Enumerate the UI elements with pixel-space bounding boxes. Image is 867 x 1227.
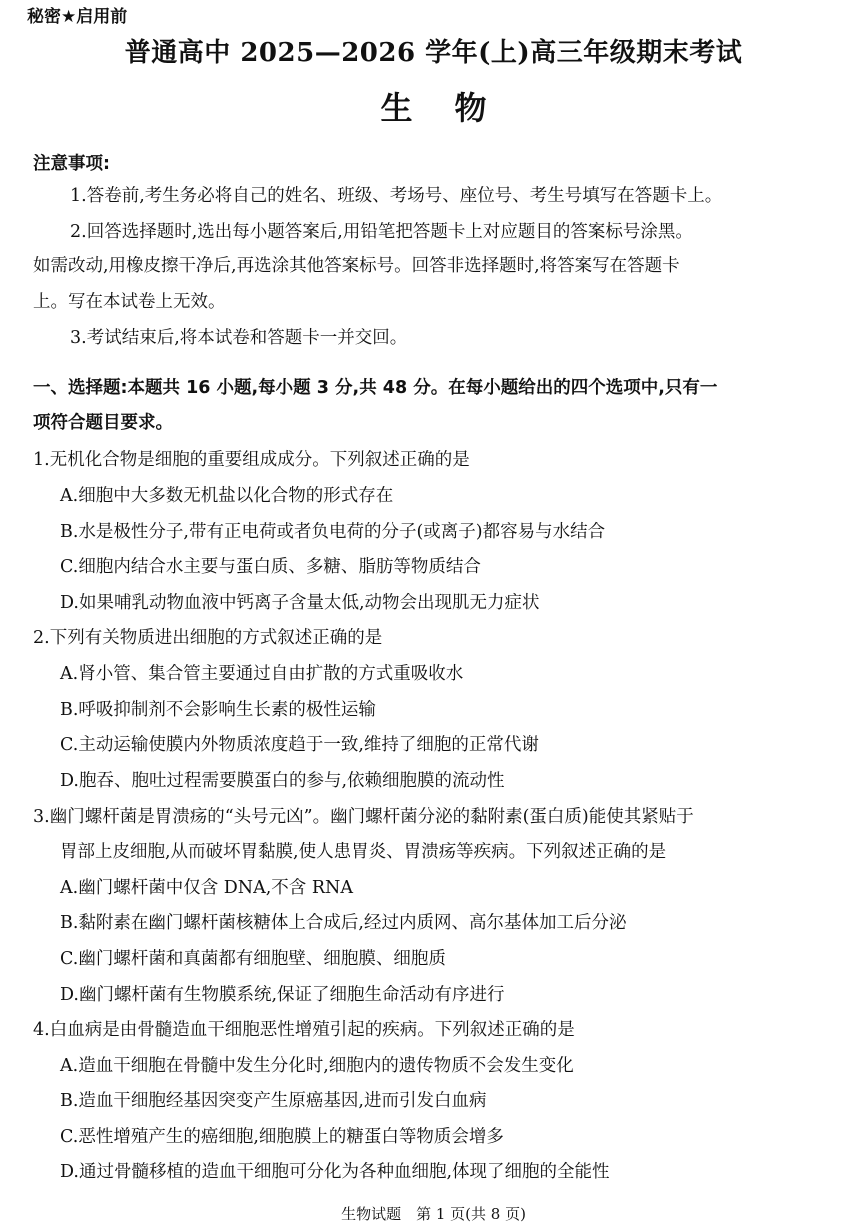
page-footer: 生物试题 第 1 页(共 8 页) (341, 1205, 526, 1223)
q2-stem: 2.下列有关物质进出细胞的方式叙述正确的是 (33, 628, 383, 648)
q3-option-d: D.幽门螺杆菌有生物膜系统,保证了细胞生命活动有序进行 (60, 985, 505, 1005)
q4-stem: 4.白血病是由骨髓造血干细胞恶性增殖引起的疾病。下列叙述正确的是 (33, 1020, 575, 1040)
secret-mark: 秘密★启用前 (27, 7, 128, 27)
q4-option-a: A.造血干细胞在骨髓中发生分化时,细胞内的遗传物质不会发生变化 (60, 1056, 574, 1076)
q4-option-c: C.恶性增殖产生的癌细胞,细胞膜上的糖蛋白等物质会增多 (60, 1127, 504, 1147)
subject-title: 生物 (380, 89, 529, 127)
exam-title: 普通高中 2025—2026 学年(上)高三年级期末考试 (124, 38, 743, 68)
q3-stem-line-1: 3.幽门螺杆菌是胃溃疡的“头号元凶”。幽门螺杆菌分泌的黏附素(蛋白质)能使其紧贴于 (33, 807, 694, 827)
q3-option-a: A.幽门螺杆菌中仅含 DNA,不含 RNA (60, 878, 353, 898)
q3-option-c: C.幽门螺杆菌和真菌都有细胞壁、细胞膜、细胞质 (60, 949, 446, 969)
q1-option-b: B.水是极性分子,带有正电荷或者负电荷的分子(或离子)都容易与水结合 (60, 522, 606, 542)
q1-stem: 1.无机化合物是细胞的重要组成成分。下列叙述正确的是 (33, 450, 470, 470)
section-heading-line-1: 一、选择题:本题共 16 小题,每小题 3 分,共 48 分。在每小题给出的四个选项中,只有一 (33, 378, 718, 398)
q3-option-b: B.黏附素在幽门螺杆菌核糖体上合成后,经过内质网、高尔基体加工后分泌 (60, 913, 627, 933)
section-heading-line-2: 项符合题目要求。 (33, 413, 173, 433)
notice-item-1: 1.答卷前,考生务必将自己的姓名、班级、考场号、座位号、考生号填写在答题卡上。 (70, 186, 723, 206)
q1-option-a: A.细胞中大多数无机盐以化合物的形式存在 (60, 486, 394, 506)
q2-option-d: D.胞吞、胞吐过程需要膜蛋白的参与,依赖细胞膜的流动性 (60, 771, 505, 791)
notice-item-2-line-2: 如需改动,用橡皮擦干净后,再选涂其他答案标号。回答非选择题时,将答案写在答题卡 (33, 256, 680, 276)
q1-option-d: D.如果哺乳动物血液中钙离子含量太低,动物会出现肌无力症状 (60, 593, 540, 613)
q1-option-c: C.细胞内结合水主要与蛋白质、多糖、脂肪等物质结合 (60, 557, 481, 577)
notice-item-2-line-1: 2.回答选择题时,选出每小题答案后,用铅笔把答题卡上对应题目的答案标号涂黑。 (70, 222, 693, 242)
q4-option-d: D.通过骨髓移植的造血干细胞可分化为各种血细胞,体现了细胞的全能性 (60, 1162, 610, 1182)
q2-option-c: C.主动运输使膜内外物质浓度趋于一致,维持了细胞的正常代谢 (60, 735, 539, 755)
q2-option-a: A.肾小管、集合管主要通过自由扩散的方式重吸收水 (60, 664, 464, 684)
q2-option-b: B.呼吸抑制剂不会影响生长素的极性运输 (60, 700, 376, 720)
notice-heading: 注意事项: (33, 154, 110, 174)
q3-stem-line-2: 胃部上皮细胞,从而破坏胃黏膜,使人患胃炎、胃溃疡等疾病。下列叙述正确的是 (60, 842, 667, 862)
q4-option-b: B.造血干细胞经基因突变产生原癌基因,进而引发白血病 (60, 1091, 487, 1111)
notice-item-3: 3.考试结束后,将本试卷和答题卡一并交回。 (70, 328, 408, 348)
notice-item-2-line-3: 上。写在本试卷上无效。 (33, 292, 226, 312)
